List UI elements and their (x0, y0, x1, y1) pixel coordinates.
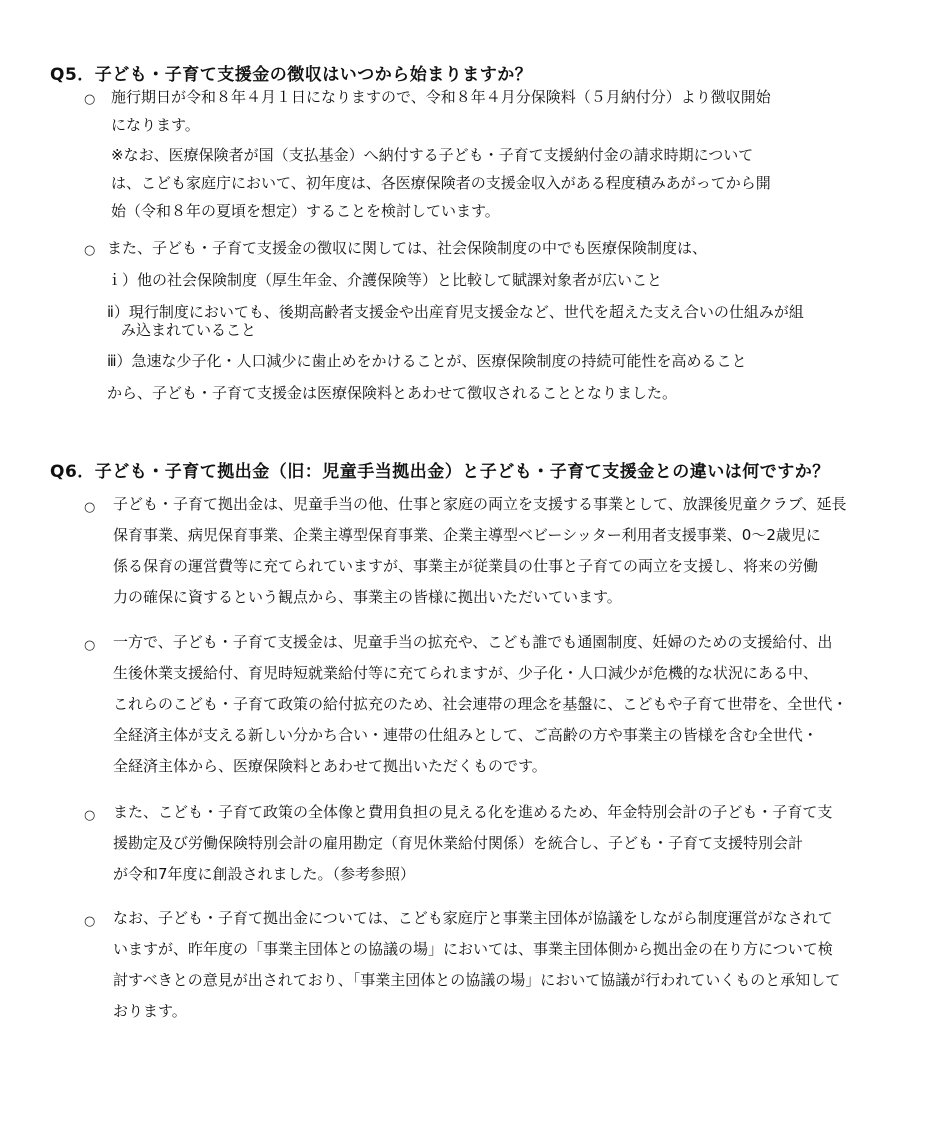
q5-title: Q5．子ども・子育て支援金の徴収はいつから始まりますか？ (50, 65, 533, 85)
q6-p4-line: なお、子ども・子育て拠出金については、こども家庭庁と事業主団体が協議をしながら制度運営がなされて (113, 909, 833, 927)
q6-p1-bullet: ○ (84, 500, 96, 515)
q6-p1-line: 力の確保に資するという観点から、事業主の皆様に拠出いただいています。 (113, 588, 622, 606)
q6-p2-bullet: ○ (84, 638, 96, 653)
q5-p2-item-i: ｉ）他の社会保険制度（厚生年金、介護保険等）と比較して賦課対象者が広いこと (107, 271, 663, 289)
q6-p3-bullet: ○ (84, 808, 96, 823)
q5-p1-note-line: 始（令和８年の夏頃を想定）することを検討しています。 (111, 202, 500, 220)
q6-p3-line: が令和7年度に創設されました。（参考参照） (113, 865, 416, 883)
q5-p2-item-ii-cont: み込まれていること (121, 321, 257, 339)
q6-p4-line: 討すべきとの意見が出されており、「事業主団体との協議の場」において協議が行われていくものと承知して (113, 971, 841, 989)
q5-p1-note-line: ※なお、医療保険者が国（支払基金）へ納付する子ども・子育て支援納付金の請求時期について (111, 146, 754, 164)
q6-p2-line: 生後休業支援給付、育児時短就業給付等に充てられますが、少子化・人口減少が危機的な状況にある中、 (113, 664, 819, 682)
q6-p4-line: おります。 (113, 1002, 187, 1020)
q5-p1-line: になります。 (111, 116, 200, 134)
q6-p2-line: これらのこども・子育て政策の給付拡充のため、社会連帯の理念を基盤に、こどもや子育て世帯を、全世代・ (113, 695, 848, 713)
q5-p2-intro: また、子ども・子育て支援金の徴収に関しては、社会保険制度の中でも医療保険制度は、 (107, 239, 708, 257)
q5-p1-bullet: ○ (84, 92, 96, 107)
q6-p2-line: 全経済主体から、医療保険料とあわせて拠出いただくものです。 (113, 757, 547, 775)
q5-p1-note-line: は、こども家庭庁において、初年度は、各医療保険者の支援金収入がある程度積みあがってから開 (111, 174, 771, 192)
q6-p4-bullet: ○ (84, 914, 96, 929)
q6-p1-line: 保育事業、病児保育事業、企業主導型保育事業、企業主導型ベビーシッター利用者支援事業、0～2歳児に (113, 526, 821, 544)
q6-p1-line: 子ども・子育て拠出金は、児童手当の他、仕事と家庭の両立を支援する事業として、放課後児童クラブ、延長 (113, 495, 847, 513)
q6-p2-line: 全経済主体が支える新しい分かち合い・連帯の仕組みとして、ご高齢の方や事業主の皆様を含む全世代・ (113, 726, 818, 744)
q5-p2-item-iii: ⅲ）急速な少子化・人口減少に歯止めをかけることが、医療保険制度の持続可能性を高めること (107, 352, 747, 370)
q6-p1-line: 係る保育の運営費等に充てられていますが、事業主が従業員の仕事と子育ての両立を支援し、将来の労働 (113, 557, 819, 575)
q6-p3-line: また、こども・子育て政策の全体像と費用負担の見える化を進めるため、年金特別会計の子ども・子育て支 (113, 803, 833, 821)
q6-p2-line: 一方で、子ども・子育て支援金は、児童手当の拡充や、こども誰でも通園制度、妊婦のための支援給付、出 (113, 633, 833, 651)
q6-title: Q6．子ども・子育て拠出金（旧：児童手当拠出金）と子ども・子育て支援金との違いは何ですか？ (50, 462, 830, 482)
q5-p2-conclusion: から、子ども・子育て支援金は医療保険料とあわせて徴収されることとなりました。 (107, 384, 678, 402)
q5-p1-line: 施行期日が令和８年４月１日になりますので、令和８年４月分保険料（５月納付分）より徴収開始 (111, 88, 771, 106)
q5-p2-bullet: ○ (84, 243, 96, 258)
q6-p3-line: 援勘定及び労働保険特別会計の雇用勘定（育児休業給付関係）を統合し、子ども・子育て支援特別会計 (113, 834, 804, 852)
q5-p2-item-ii: ⅱ）現行制度においても、後期高齢者支援金や出産育児支援金など、世代を超えた支え合いの仕組みが組 (107, 303, 804, 321)
q6-p4-line: いますが、昨年度の「事業主団体との協議の場」においては、事業主団体側から拠出金の在り方について検 (113, 940, 833, 958)
